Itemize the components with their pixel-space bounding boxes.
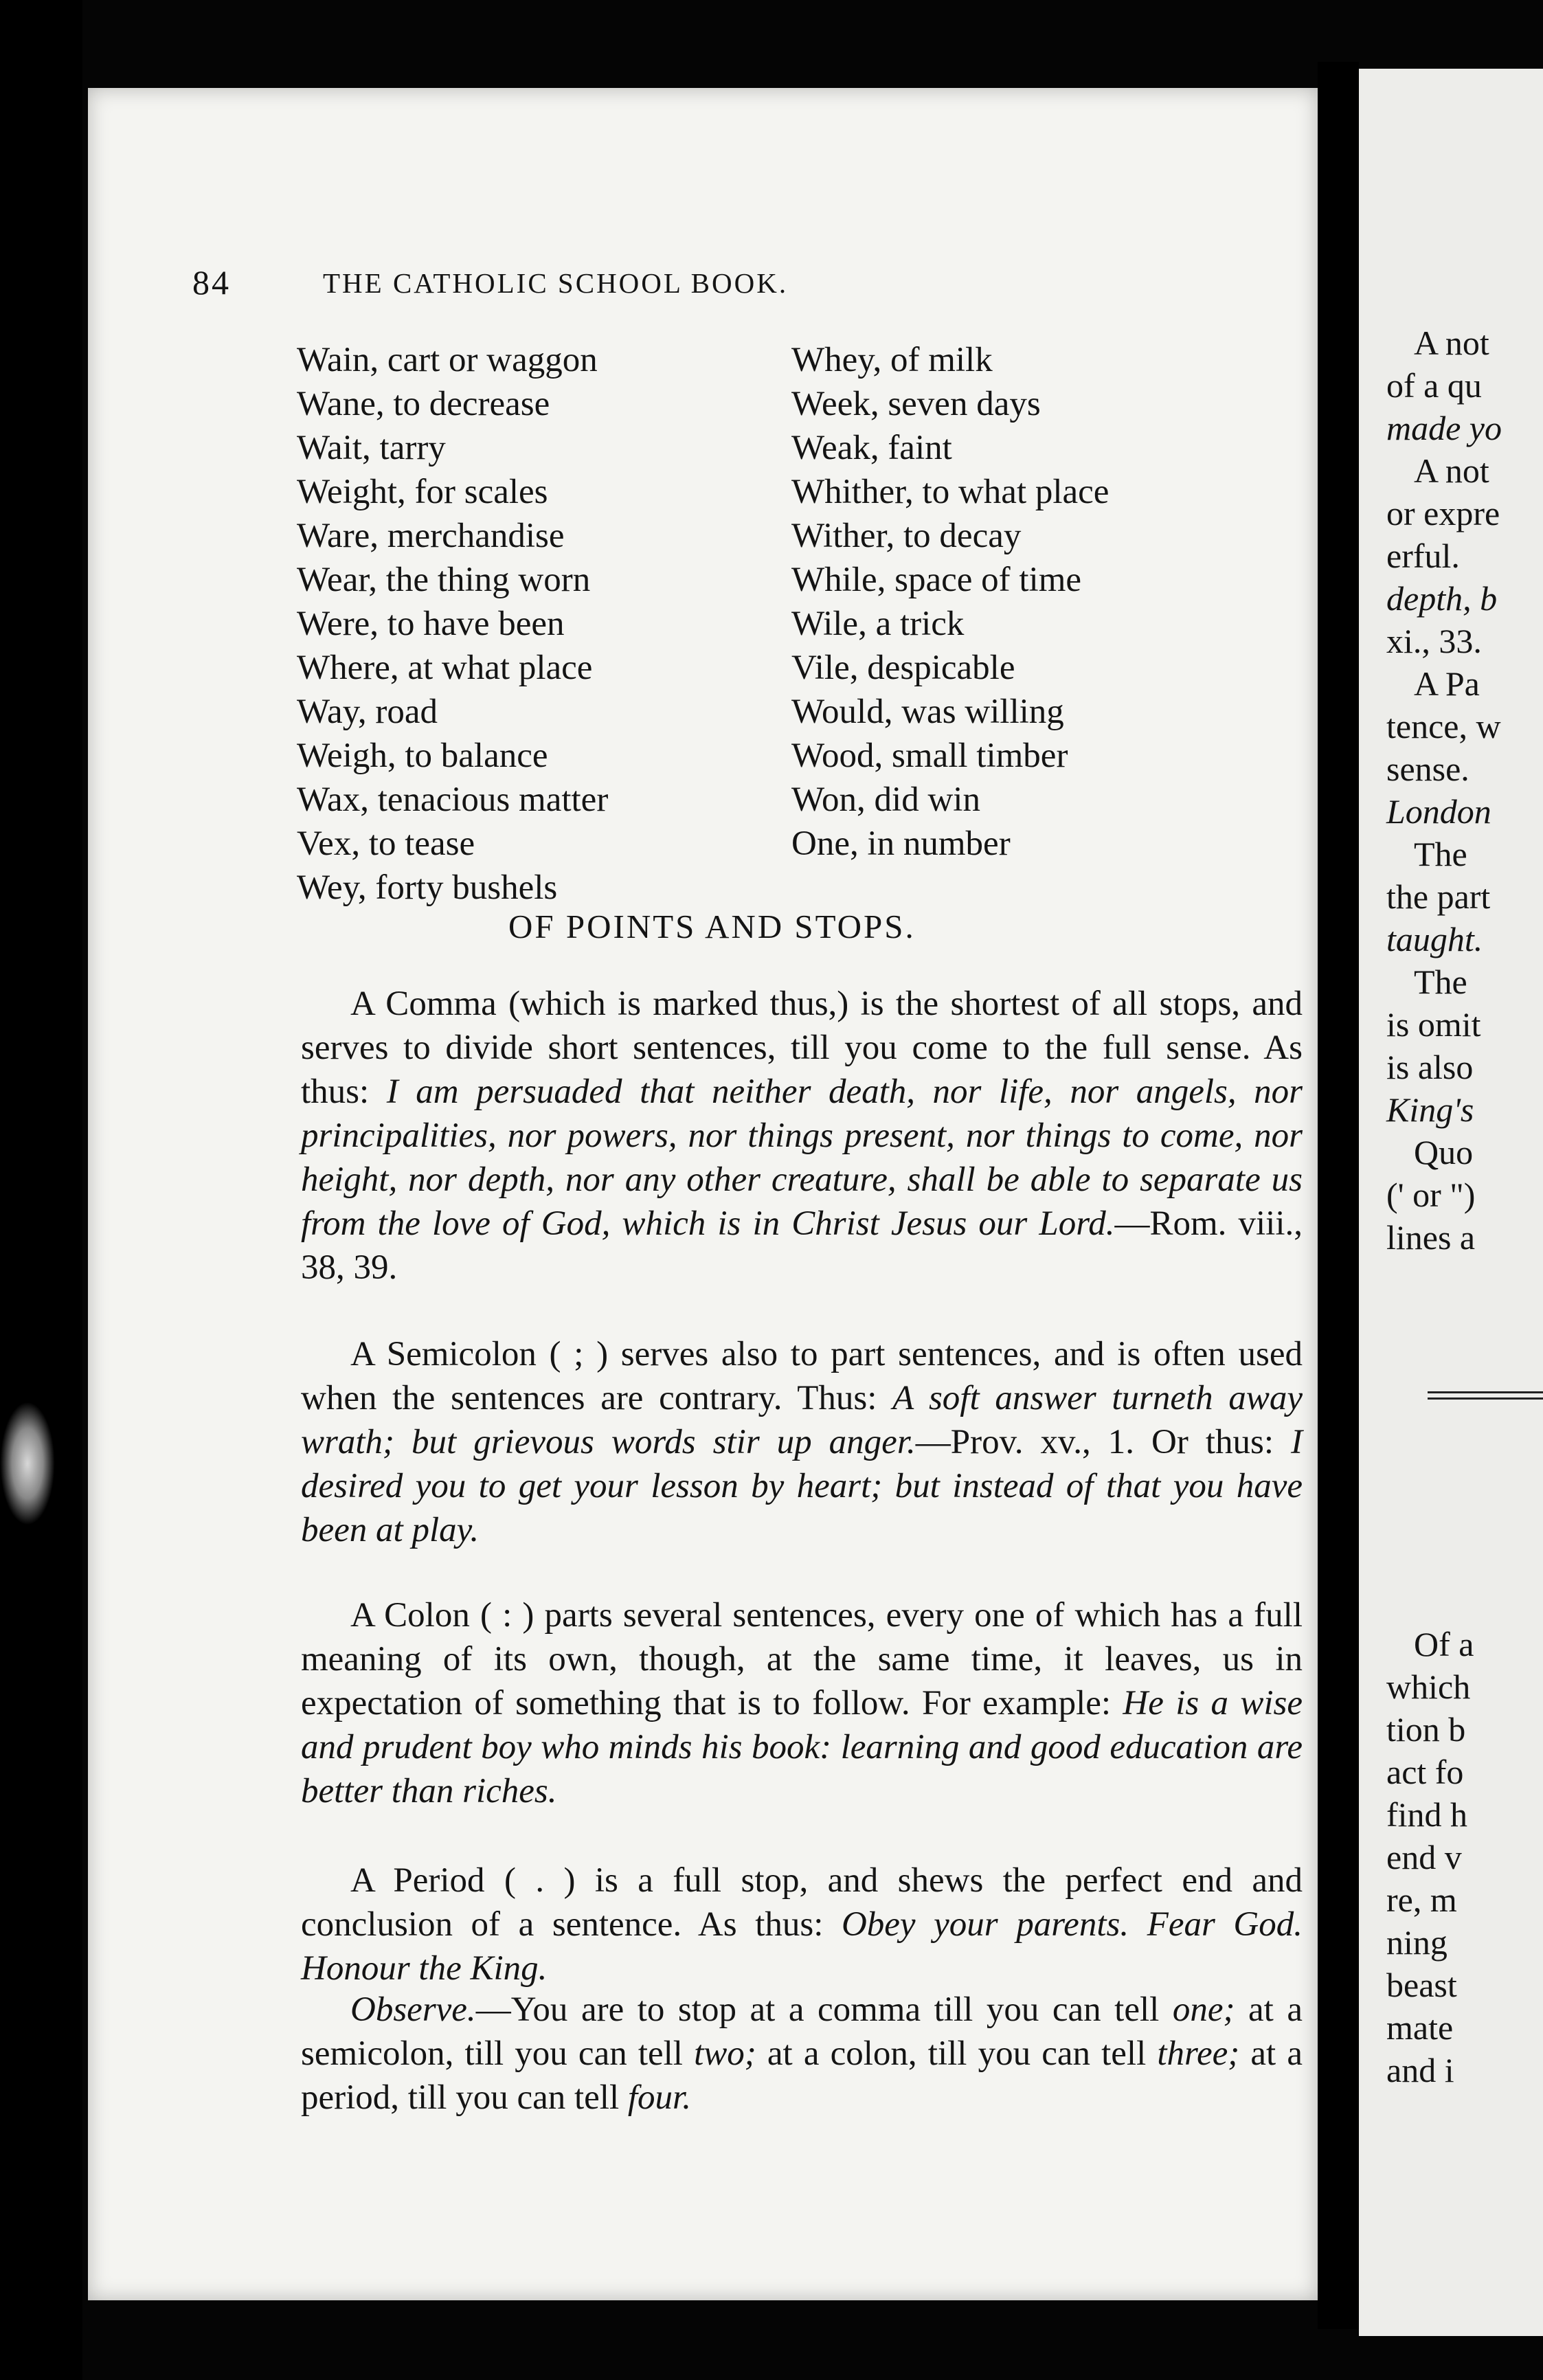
next-page-line: A not [1414,324,1489,362]
example-quote: I desired you to get your lesson by heart; but instead of that you have been at play. [301,1423,1303,1549]
next-page-line: tence, w [1386,707,1501,745]
word-entry: Would, was willing [791,693,1064,731]
word-entry: Where, at what place [297,649,593,687]
page-number: 84 [192,263,231,302]
next-page-line: act fo [1386,1753,1464,1791]
word-entry: Vile, despicable [791,649,1015,687]
word-list-right [791,338,1109,866]
next-page-line: lines a [1386,1218,1476,1257]
section-heading: OF POINTS AND STOPS. [508,908,916,945]
next-page-line: which [1386,1668,1471,1706]
running-title: THE CATHOLIC SCHOOL BOOK. [323,267,789,299]
next-page-line: A Pa [1414,664,1480,703]
word-entry: Weigh, to balance [297,737,548,775]
word-entry: Wain, cart or waggon [297,341,598,379]
scripture-reference: —Rom. viii., 38, 39. [301,1204,1303,1287]
paragraph-text: at a period, till you can tell [301,2034,1303,2117]
next-page-line: find h [1386,1795,1468,1834]
count-word: four. [627,2078,692,2117]
next-page-line: the part [1386,877,1491,916]
next-page-line: mate [1386,2008,1454,2047]
next-page-rule [1428,1391,1543,1400]
paragraph-text: A Colon ( : ) parts several sentences, every one of which has a full meaning of its own, though, at the same time, it leaves, us in expectation of something that is to follow. For example: [301,1596,1303,1722]
next-page-line: re, m [1386,1881,1457,1919]
period-paragraph [301,1859,1303,1990]
word-entry: Week, seven days [791,385,1041,423]
observe-paragraph [301,1988,1303,2120]
paragraph-text: at a semicolon, till you can tell [301,1990,1303,2073]
count-word: one; [1172,1990,1235,2029]
next-page-line: made yo [1386,409,1502,447]
word-entry: Ware, merchandise [297,517,565,555]
next-page-line: of a qu [1386,366,1482,405]
example-quote: He is a wise and prudent boy who minds his book: learning and good education are better than riches. [301,1684,1303,1810]
example-quote: I am persuaded that neither death, nor life, nor angels, nor principalities, nor powers, nor things present, nor things to come, nor height, nor depth, nor any other creature, shall be able to separate us from the love of God, which is in Christ Jesus our Lord. [301,1073,1303,1243]
word-entry: Weight, for scales [297,473,548,511]
next-page-line: xi., 33. [1386,622,1482,660]
next-page-line: London [1386,792,1491,831]
next-page-line: Of a [1414,1625,1474,1663]
next-page-line: is omit [1386,1005,1481,1044]
paragraph-text: at a colon, till you can tell [756,2034,1158,2073]
word-entry: Wane, to decrease [297,385,550,423]
count-word: two; [694,2034,756,2073]
next-page-line: erful. [1386,537,1460,575]
word-entry: Wood, small timber [791,737,1068,775]
next-page-line: depth, b [1386,579,1498,618]
next-page-line: is also [1386,1048,1474,1086]
colon-paragraph [301,1593,1303,1813]
example-quote: Obey your parents. Fear God. Honour the King. [301,1905,1303,1988]
word-entry: Won, did win [791,781,980,819]
next-page-fragment [1359,69,1543,2336]
count-word: three; [1157,2034,1240,2073]
example-quote: A soft answer turneth away wrath; but grievous words stir up anger. [301,1379,1303,1461]
next-page-line: The [1414,963,1467,1001]
word-entry: While, space of time [791,561,1081,599]
next-page-line: or expre [1386,494,1500,532]
observe-label: Observe. [350,1990,476,2029]
word-entry: Vex, to tease [297,824,475,863]
scan-smudge [0,1402,55,1525]
paragraph-text: A Comma (which is marked thus,) is the shortest of all stops, and serves to divide short sentences, till you come to the full sense. As thus: [301,985,1303,1111]
word-entry: Whey, of milk [791,341,993,379]
scan-border-left [0,0,82,2380]
paragraph-text: Or thus: [1134,1423,1292,1461]
word-entry: Weak, faint [791,429,952,467]
next-page-line: A not [1414,451,1489,490]
word-entry: Wait, tarry [297,429,446,467]
book-gutter [1318,62,1359,2329]
word-entry: Were, to have been [297,605,565,643]
semicolon-paragraph [301,1332,1303,1552]
word-entry: One, in number [791,824,1011,863]
next-page-line: King's [1386,1090,1474,1129]
next-page-line: tion b [1386,1710,1466,1749]
paragraph-text: —You are to stop at a comma till you can tell [475,1990,1173,2029]
next-page-line: The [1414,835,1467,873]
word-entry: Whither, to what place [791,473,1110,511]
paragraph-text: A Semicolon ( ; ) serves also to part sentences, and is often used when the sentences are contrary. Thus: [301,1335,1303,1417]
page-header [192,262,1140,304]
word-entry: Wither, to decay [791,517,1022,555]
word-entry: Wax, tenacious matter [297,781,609,819]
word-entry: Wear, the thing worn [297,561,591,599]
comma-paragraph [301,982,1303,1290]
next-page-line: sense. [1386,750,1469,788]
word-list-left [297,338,608,910]
next-page-line: and i [1386,2051,1454,2089]
word-entry: Wile, a trick [791,605,965,643]
next-page-line: (' or ") [1386,1176,1476,1214]
paragraph-text: A Period ( . ) is a full stop, and shews the perfect end and conclusion of a sentence. As thus: [301,1861,1303,1944]
next-page-line: taught. [1386,920,1483,958]
next-page-line: end v [1386,1838,1462,1876]
scripture-reference: —Prov. xv., 1. [915,1423,1134,1461]
next-page-line: ning [1386,1923,1448,1962]
word-entry: Wey, forty bushels [297,868,558,907]
next-page-line: beast [1386,1966,1457,2004]
word-entry: Way, road [297,693,438,731]
next-page-line: Quo [1414,1133,1474,1171]
